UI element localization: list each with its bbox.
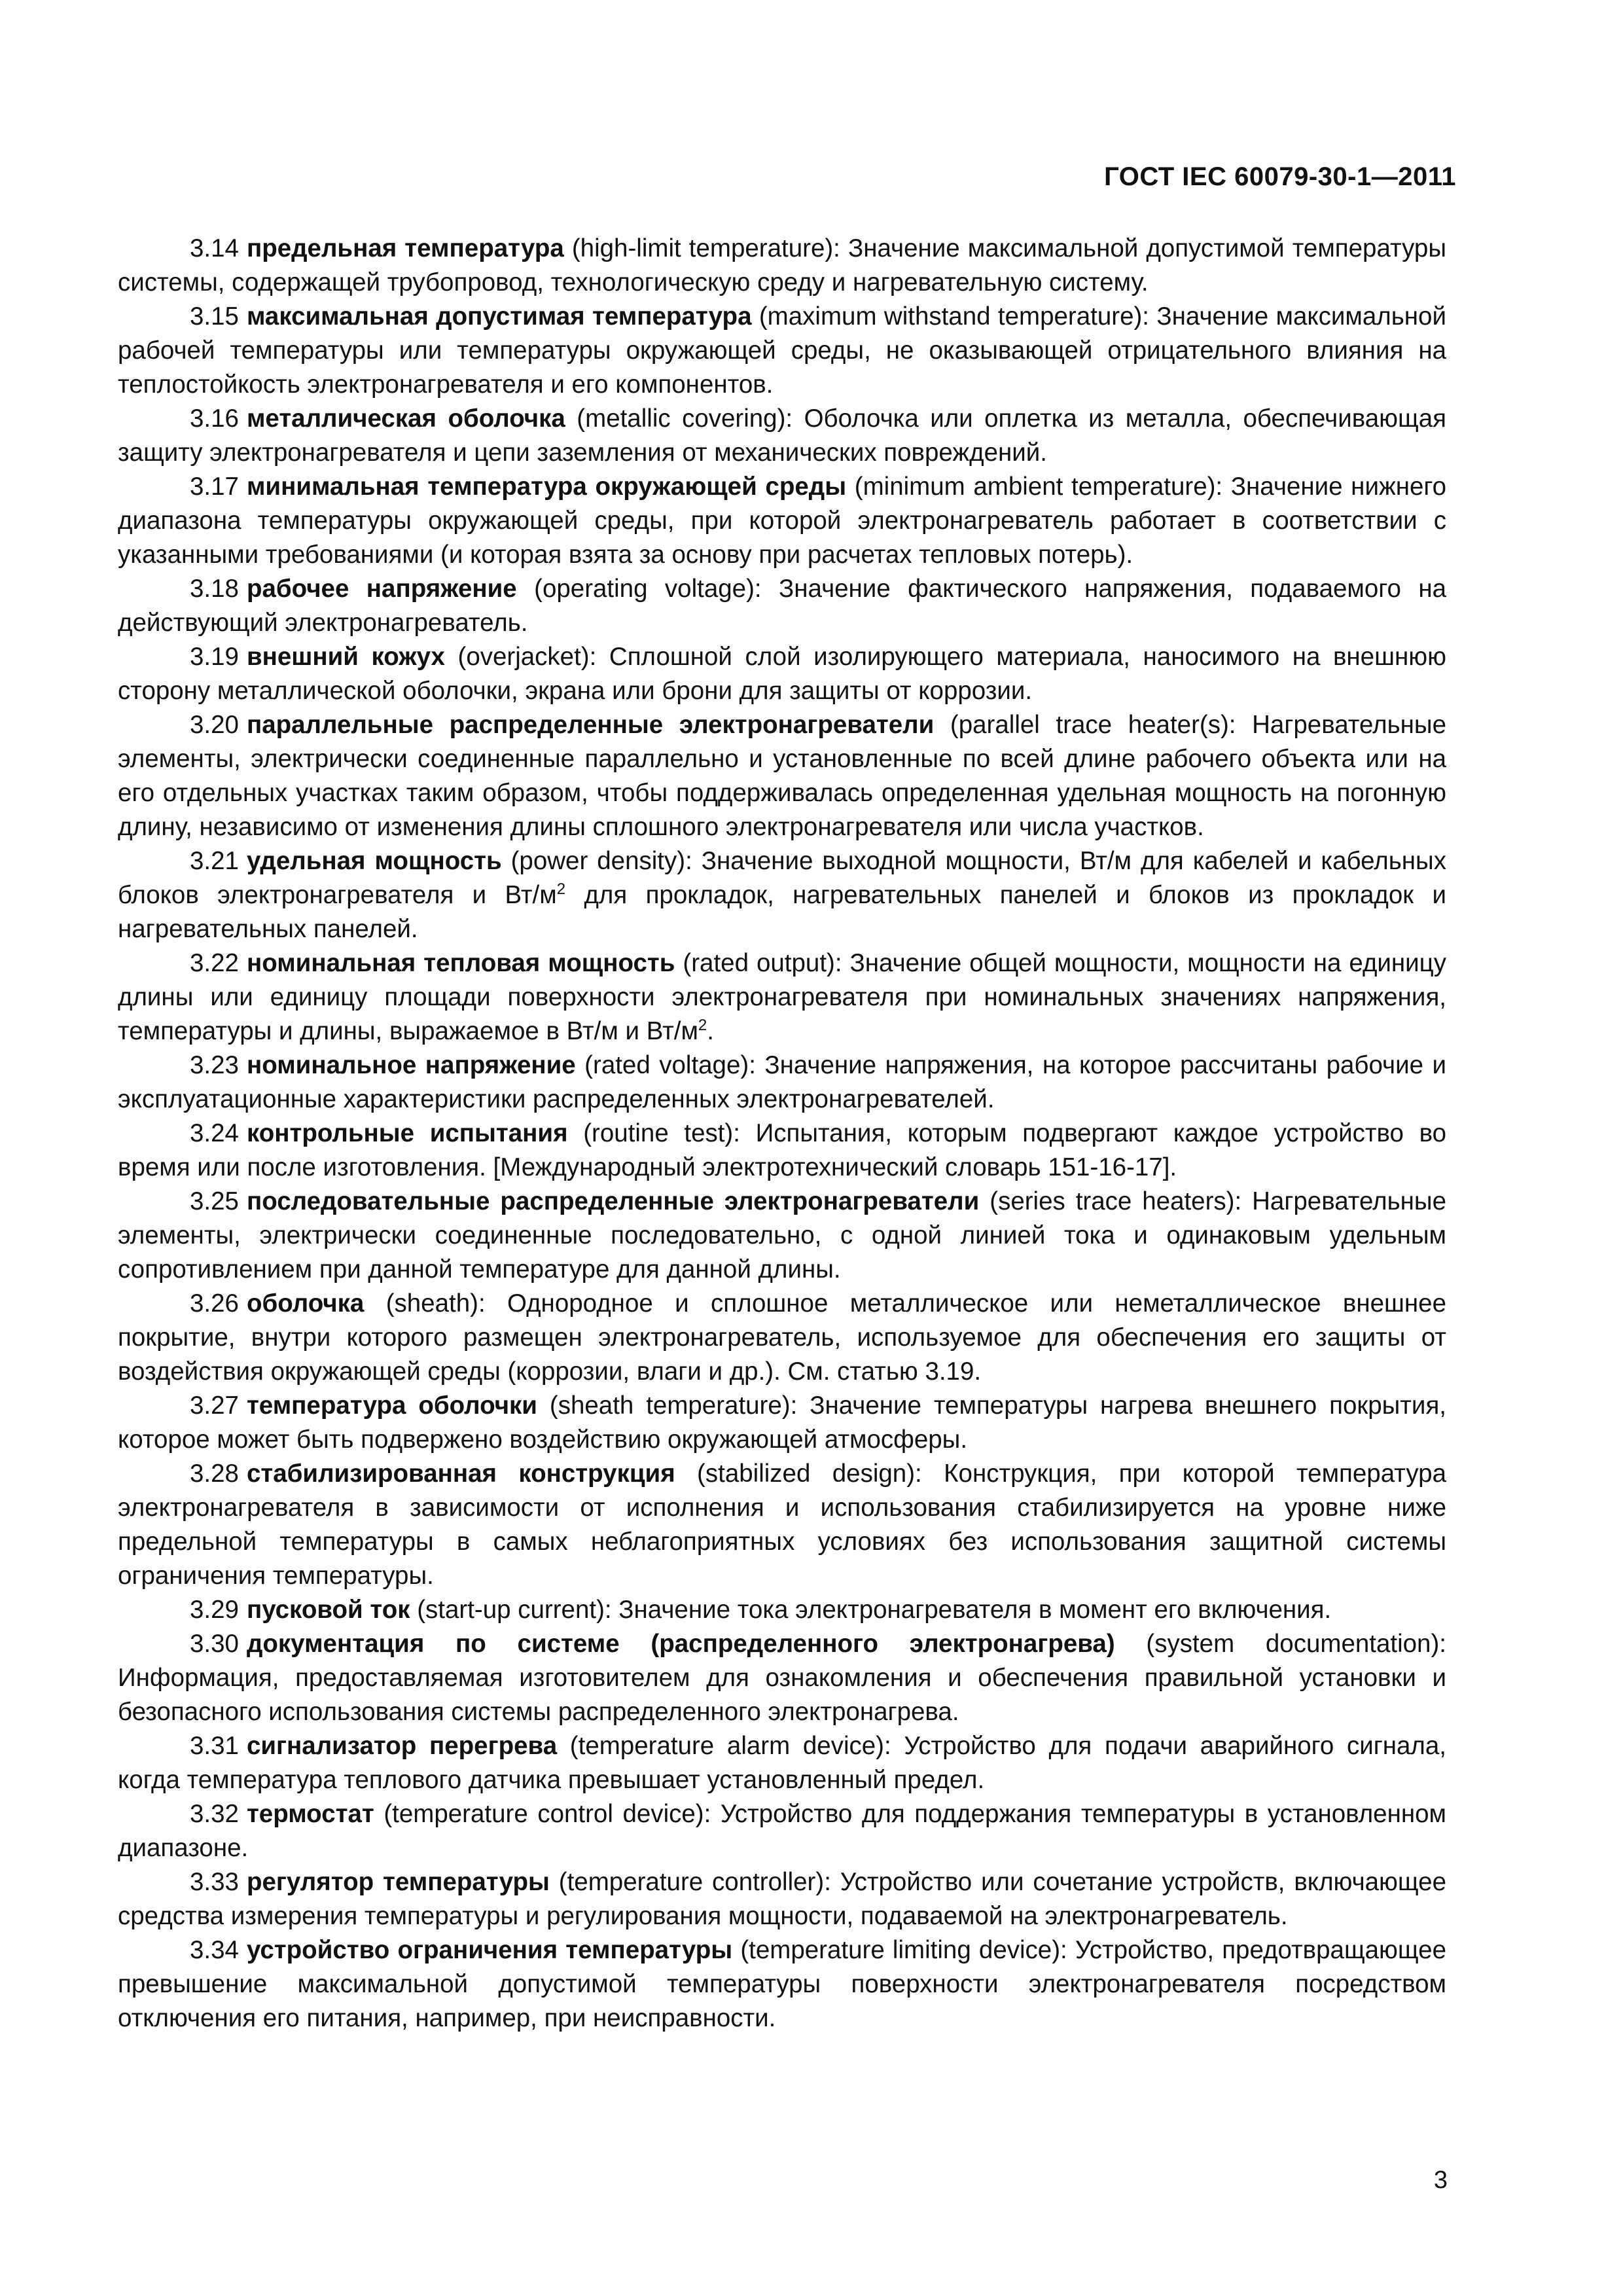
- term-name: контрольные испытания: [246, 1119, 568, 1147]
- term-name: пусковой ток: [246, 1596, 410, 1624]
- term-number: 3.33: [190, 1868, 239, 1896]
- term-number: 3.15: [190, 302, 239, 331]
- term-definition: (maximum withstand temperature): Значение максимальной рабочей температуры или температуры окружающей среды, не оказывающей отрицательного влияния на теплостойкость электронагревателя и его компонентов.: [118, 302, 1446, 399]
- term-3-27: [118, 1389, 1446, 1457]
- term-name: сигнализатор перегрева: [246, 1732, 558, 1760]
- term-definition-part: для прокладок, нагревательных панелей и блоков из прокладок и нагревательных панелей.: [118, 881, 1447, 943]
- term-3-18: [118, 572, 1446, 640]
- term-3-16: [118, 402, 1446, 470]
- term-3-22: [118, 946, 1446, 1049]
- term-name: регулятор температуры: [246, 1868, 550, 1896]
- term-definition: (sheath): Однородное и сплошное металлическое или неметаллическое внешнее покрытие, внутри которого размещен электронагреватель, используемое для обеспечения его защиты от воздействия окружающей среды (коррозии, влаги и др.). См. статью 3.19.: [118, 1289, 1446, 1386]
- term-number: 3.16: [190, 404, 239, 433]
- terms-section: [118, 232, 1446, 2036]
- term-3-20: [118, 708, 1446, 844]
- term-name: термостат: [246, 1800, 374, 1828]
- term-3-30: [118, 1627, 1446, 1729]
- term-3-32: [118, 1797, 1446, 1865]
- term-number: 3.14: [190, 234, 239, 262]
- term-name: документация по системе (распределенного электронагрева): [246, 1630, 1115, 1658]
- term-name: металлическая оболочка: [246, 404, 565, 433]
- term-3-24: [118, 1117, 1446, 1185]
- term-name: рабочее напряжение: [246, 575, 517, 603]
- term-3-29: [118, 1593, 1446, 1627]
- superscript: 2: [698, 1016, 707, 1034]
- term-name: температура оболочки: [246, 1391, 537, 1420]
- term-3-21: [118, 844, 1446, 946]
- term-number: 3.30: [190, 1630, 239, 1658]
- term-definition: (sheath temperature): Значение температуры нагрева внешнего покрытия, которое может быть подвержено воздействию окружающей атмосферы.: [118, 1391, 1446, 1454]
- term-name: номинальная тепловая мощность: [246, 949, 675, 977]
- term-definition-part: .: [707, 1017, 714, 1045]
- term-name: параллельные распределенные электронагреватели: [246, 711, 935, 739]
- term-definition: (start-up current): Значение тока электронагревателя в момент его включения.: [410, 1596, 1332, 1624]
- term-definition: (temperature control device): Устройство для поддержания температуры в установленном диапазоне.: [118, 1800, 1446, 1862]
- term-definition: (metallic covering): Оболочка или оплетка из металла, обеспечивающая защиту электронагревателя и цепи заземления от механических повреждений.: [118, 404, 1446, 467]
- term-name: удельная мощность: [246, 847, 502, 875]
- term-name: минимальная температура окружающей среды: [246, 473, 847, 501]
- term-3-15: [118, 300, 1446, 402]
- term-3-26: [118, 1287, 1446, 1389]
- term-3-25: [118, 1185, 1446, 1287]
- term-definition: (system documentation): Информация, предоставляемая изготовителем для ознакомления и обеспечения правильной установки и безопасного использования системы распределенного электронагрева.: [118, 1630, 1446, 1726]
- term-number: 3.21: [190, 847, 239, 875]
- term-3-14: [118, 232, 1446, 300]
- term-definition: (series trace heaters): Нагревательные элементы, электрически соединенные последовательно, с одной линией тока и одинаковым удельным сопротивлением при данной температуре для данной длины.: [118, 1187, 1446, 1283]
- term-name: оболочка: [246, 1289, 365, 1318]
- term-3-23: [118, 1049, 1446, 1117]
- term-number: 3.22: [190, 949, 239, 977]
- term-definition: (minimum ambient temperature): Значение нижнего диапазона температуры окружающей среды, при которой электронагреватель работает в соответствии с указанными требованиями (и которая взята за основу при расчетах тепловых потерь).: [118, 473, 1446, 569]
- term-definition: (temperature alarm device): Устройство для подачи аварийного сигнала, когда температура теплового датчика превышает установленный предел.: [118, 1732, 1446, 1794]
- term-number: 3.31: [190, 1732, 239, 1760]
- term-definition-part: (rated output): Значение общей мощности, мощности на единицу длины или единицу площади поверхности электронагревателя при номинальных значениях напряжения, температуры и длины, выражаемое в Вт/м и Вт/м: [118, 949, 1446, 1045]
- term-name: стабилизированная конструкция: [246, 1460, 675, 1488]
- term-definition: (parallel trace heater(s): Нагревательные элементы, электрически соединенные параллельно и установленные по всей длине рабочего объекта или на его отдельных участках таким образом, чтобы поддерживалась определенная удельная мощность на погонную длину, независимо от изменения длины сплошного электронагревателя или числа участков.: [118, 711, 1446, 841]
- term-definition-part: (power density): Значение выходной мощности, Вт/м для кабелей и кабельных блоков электронагревателя и Вт/м: [118, 847, 1446, 909]
- term-name: предельная температура: [246, 234, 564, 262]
- term-3-19: [118, 640, 1446, 708]
- term-3-33: [118, 1865, 1446, 1933]
- page-number: 3: [1433, 2166, 1448, 2194]
- term-name: устройство ограничения температуры: [246, 1936, 733, 1964]
- term-number: 3.27: [190, 1391, 239, 1420]
- term-number: 3.24: [190, 1119, 239, 1147]
- term-definition: (rated voltage): Значение напряжения, на которое рассчитаны рабочие и эксплуатационные характеристики распределенных электронагревателей.: [118, 1051, 1446, 1113]
- term-name: номинальное напряжение: [246, 1051, 576, 1079]
- term-number: 3.18: [190, 575, 239, 603]
- term-number: 3.32: [190, 1800, 239, 1828]
- term-name: последовательные распределенные электронагреватели: [246, 1187, 980, 1215]
- term-definition: (operating voltage): Значение фактического напряжения, подаваемого на действующий электронагреватель.: [118, 575, 1447, 637]
- term-3-31: [118, 1729, 1446, 1797]
- term-definition: (stabilized design): Конструкция, при которой температура электронагревателя в зависимости от исполнения и использования стабилизируется на уровне ниже предельной температуры в самых неблагоприятных условиях без использования защитной системы ограничения температуры.: [118, 1460, 1446, 1590]
- term-number: 3.20: [190, 711, 239, 739]
- term-number: 3.26: [190, 1289, 239, 1318]
- term-number: 3.25: [190, 1187, 239, 1215]
- term-name: внешний кожух: [246, 643, 445, 671]
- term-number: 3.34: [190, 1936, 239, 1964]
- term-number: 3.29: [190, 1596, 239, 1624]
- term-3-17: [118, 470, 1446, 572]
- term-definition: (high-limit temperature): Значение максимальной допустимой температуры системы, содержащей трубопровод, технологическую среду и нагревательную систему.: [118, 234, 1446, 296]
- term-number: 3.23: [190, 1051, 239, 1079]
- term-definition: (routine test): Испытания, которым подвергают каждое устройство во время или после изготовления. [Международный электротехнический словарь 151-16-17].: [118, 1119, 1446, 1181]
- term-definition: (temperature controller): Устройство или сочетание устройств, включающее средства измерения температуры и регулирования мощности, подаваемой на электронагреватель.: [118, 1868, 1446, 1930]
- term-name: максимальная допустимая температура: [246, 302, 752, 331]
- term-3-28: [118, 1457, 1446, 1593]
- term-number: 3.19: [190, 643, 239, 671]
- document-code-header: ГОСТ IEC 60079-30-1—2011: [1104, 162, 1456, 191]
- term-number: 3.17: [190, 473, 239, 501]
- superscript: 2: [556, 880, 566, 898]
- term-definition: (temperature limiting device): Устройство, предотвращающее превышение максимальной допустимой температуры поверхности электронагревателя посредством отключения его питания, например, при неисправности.: [118, 1936, 1446, 2032]
- term-definition: (overjacket): Сплошной слой изолирующего материала, наносимого на внешнюю сторону металлической оболочки, экрана или брони для защиты от коррозии.: [118, 643, 1446, 705]
- term-number: 3.28: [190, 1460, 239, 1488]
- term-3-34: [118, 1933, 1446, 2036]
